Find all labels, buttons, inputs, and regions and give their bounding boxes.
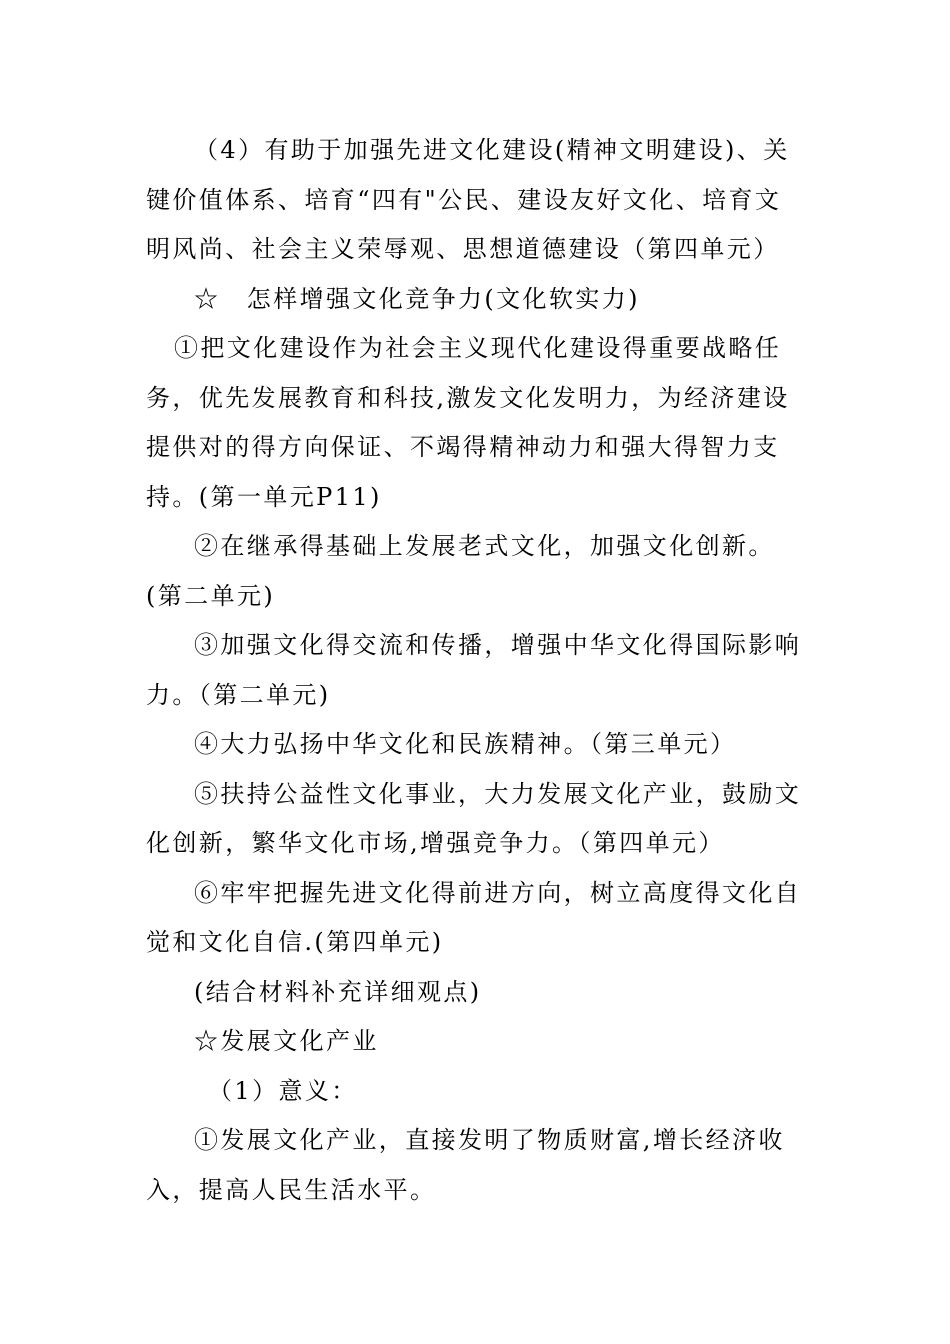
paragraph-note: (结合材料补充详细观点) xyxy=(194,977,482,1006)
heading-enhance-cultural-competitiveness: ☆ 怎样增强文化竞争力(文化软实力) xyxy=(194,284,640,313)
heading-develop-cultural-industry: ☆发展文化产业 xyxy=(194,1027,379,1055)
paragraph-point-4: ④大力弘扬中华文化和民族精神。（第三单元） xyxy=(194,730,737,758)
document-body xyxy=(146,126,806,1215)
paragraph-point-2: ②在继承得基础上发展老式文化，加强文化创新。(第二单元) xyxy=(146,532,775,610)
subheading-significance: （1）意义： xyxy=(208,1076,358,1105)
paragraph-significance-4: （4）有助于加强先进文化建设(精神文明建设)、关键价值体系、培育“四有"公民、建设友好文化、培育文明风尚、社会主义荣辱观、思想道德建设（第四单元） xyxy=(146,136,790,263)
paragraph-significance-point-1: ①发展文化产业，直接发明了物质财富,增长经济收入，提高人民生活水平。 xyxy=(146,1126,785,1204)
paragraph-point-5: ⑤扶持公益性文化事业，大力发展文化产业，鼓励文化创新，繁华文化市场,增强竞争力。（第四单元） xyxy=(146,779,802,857)
paragraph-point-3: ③加强文化得交流和传播，增强中华文化得国际影响力。（第二单元) xyxy=(146,631,802,709)
paragraph-point-1: ①把文化建设作为社会主义现代化建设得重要战略任务，优先发展教育和科技,激发文化发明力，为经济建设提供对的得方向保证、不竭得精神动力和强大得智力支持。(第一单元P11) xyxy=(146,334,790,511)
paragraph-point-6: ⑥牢牢把握先进文化得前进方向，树立高度得文化自觉和文化自信.(第四单元) xyxy=(146,878,802,956)
